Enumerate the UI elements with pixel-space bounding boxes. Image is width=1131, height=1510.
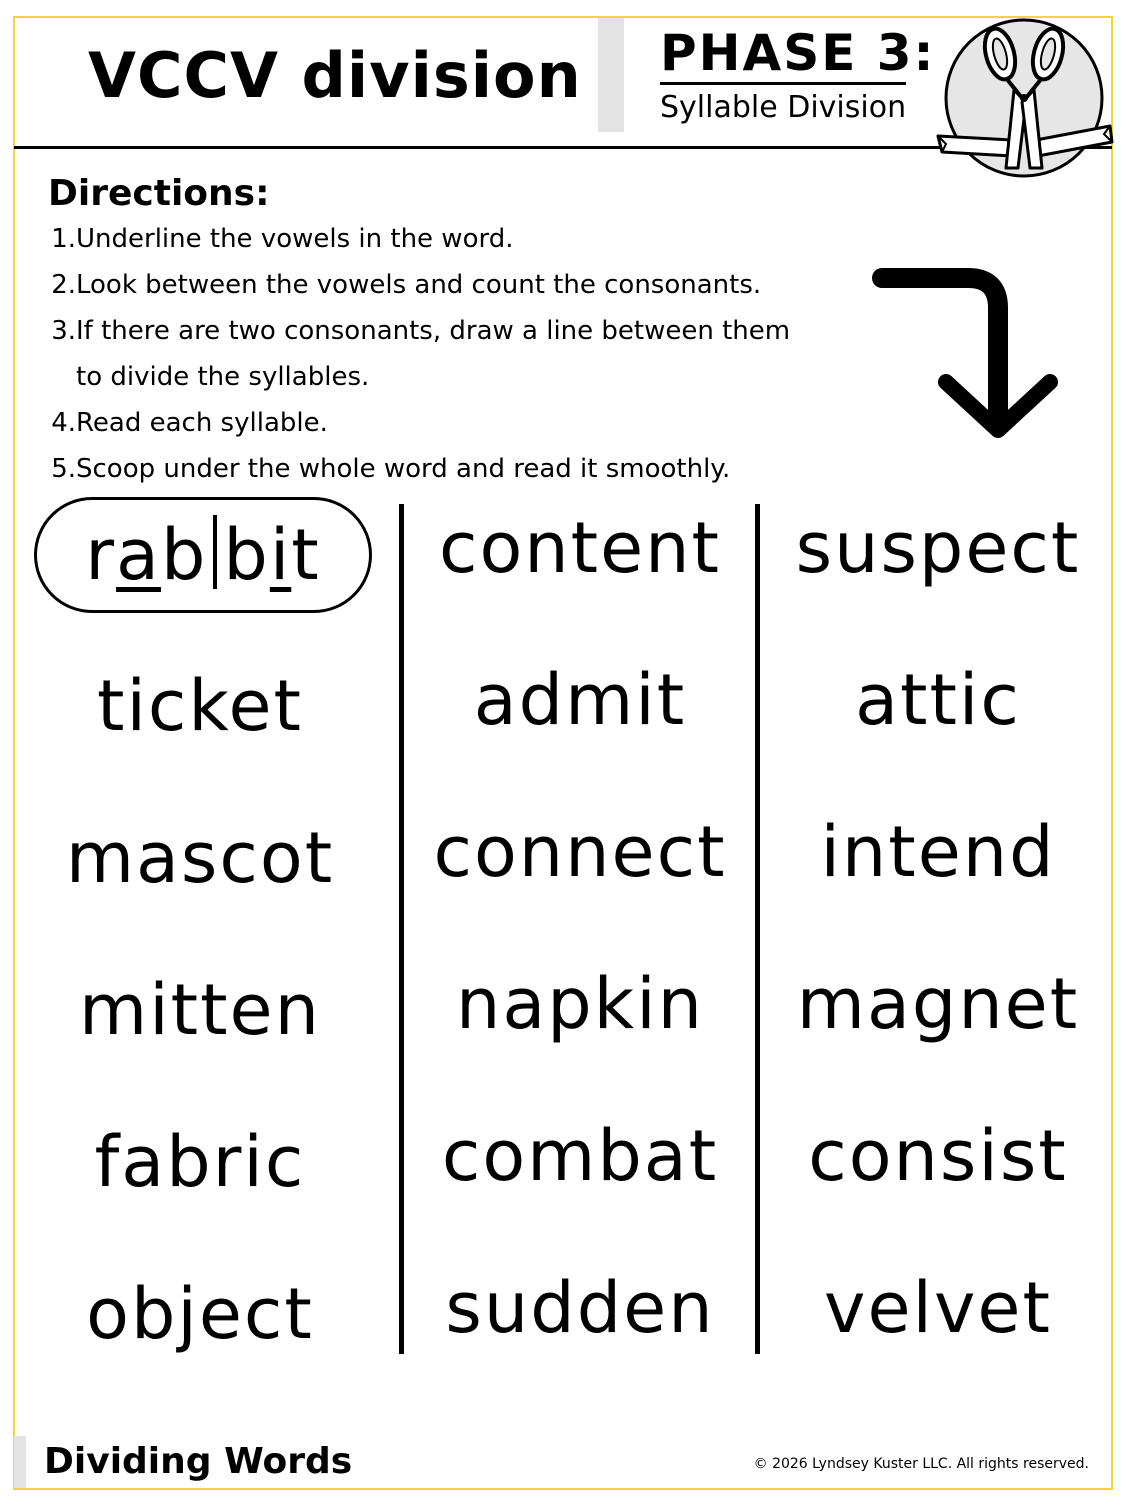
word-item: intend <box>820 811 1056 893</box>
copyright-notice: © 2026 Lyndsey Kuster LLC. All rights reserved. <box>753 1456 1089 1472</box>
word-item: object <box>86 1273 314 1355</box>
word-item: connect <box>433 811 727 893</box>
word-item: mascot <box>65 817 335 899</box>
direction-step <box>48 262 848 308</box>
direction-step <box>48 400 848 446</box>
phase-title: PHASE 3: <box>660 24 936 82</box>
direction-number: 3. <box>51 316 76 346</box>
direction-step <box>48 446 848 492</box>
footer-title: Dividing Words <box>44 1441 353 1482</box>
page-title: VCCV division <box>88 39 582 112</box>
phase-rule <box>660 82 906 85</box>
word-item: ticket <box>97 665 303 747</box>
example-vowel-underlined: a <box>116 514 161 596</box>
phase-subtitle: Syllable Division <box>660 90 907 125</box>
example-letter: r <box>85 514 117 596</box>
syllable-divider <box>213 515 217 589</box>
example-word <box>34 497 372 613</box>
curved-down-arrow-icon <box>870 258 1060 444</box>
word-item: napkin <box>455 963 705 1045</box>
direction-step <box>48 308 848 354</box>
column-divider <box>755 504 760 1354</box>
word-item: admit <box>473 659 687 741</box>
direction-text-continued: to divide the syllables. <box>76 362 370 392</box>
column-divider <box>399 504 404 1354</box>
word-item: suspect <box>795 507 1081 589</box>
directions-heading: Directions: <box>48 173 270 214</box>
direction-text: Scoop under the whole word and read it smoothly. <box>76 454 731 484</box>
header-accent-bar <box>598 18 624 132</box>
word-item: attic <box>855 659 1021 741</box>
word-item: fabric <box>94 1121 306 1203</box>
word-item: mitten <box>79 969 321 1051</box>
example-letter: t <box>291 514 321 596</box>
example-letter: b <box>223 514 270 596</box>
direction-text: Look between the vowels and count the consonants. <box>76 270 762 300</box>
direction-text: Read each syllable. <box>76 408 328 438</box>
direction-step <box>48 216 848 262</box>
word-item: magnet <box>796 963 1080 1045</box>
scissors-cutting-ribbon-icon <box>934 18 1116 182</box>
phase-block <box>660 24 936 127</box>
direction-number: 4. <box>51 408 76 438</box>
word-item: combat <box>441 1115 719 1197</box>
direction-number: 1. <box>51 224 76 254</box>
word-item: velvet <box>824 1267 1052 1349</box>
word-item: sudden <box>445 1267 715 1349</box>
directions-list <box>48 216 848 492</box>
example-vowel-underlined: i <box>269 514 292 596</box>
word-item: consist <box>808 1115 1068 1197</box>
direction-text: Underline the vowels in the word. <box>76 224 514 254</box>
direction-text: If there are two consonants, draw a line between them <box>76 316 791 346</box>
footer-accent-bar <box>14 1436 26 1488</box>
direction-number: 5. <box>51 454 76 484</box>
direction-number: 2. <box>51 270 76 300</box>
word-item: content <box>438 507 721 589</box>
example-letter: b <box>160 514 208 596</box>
